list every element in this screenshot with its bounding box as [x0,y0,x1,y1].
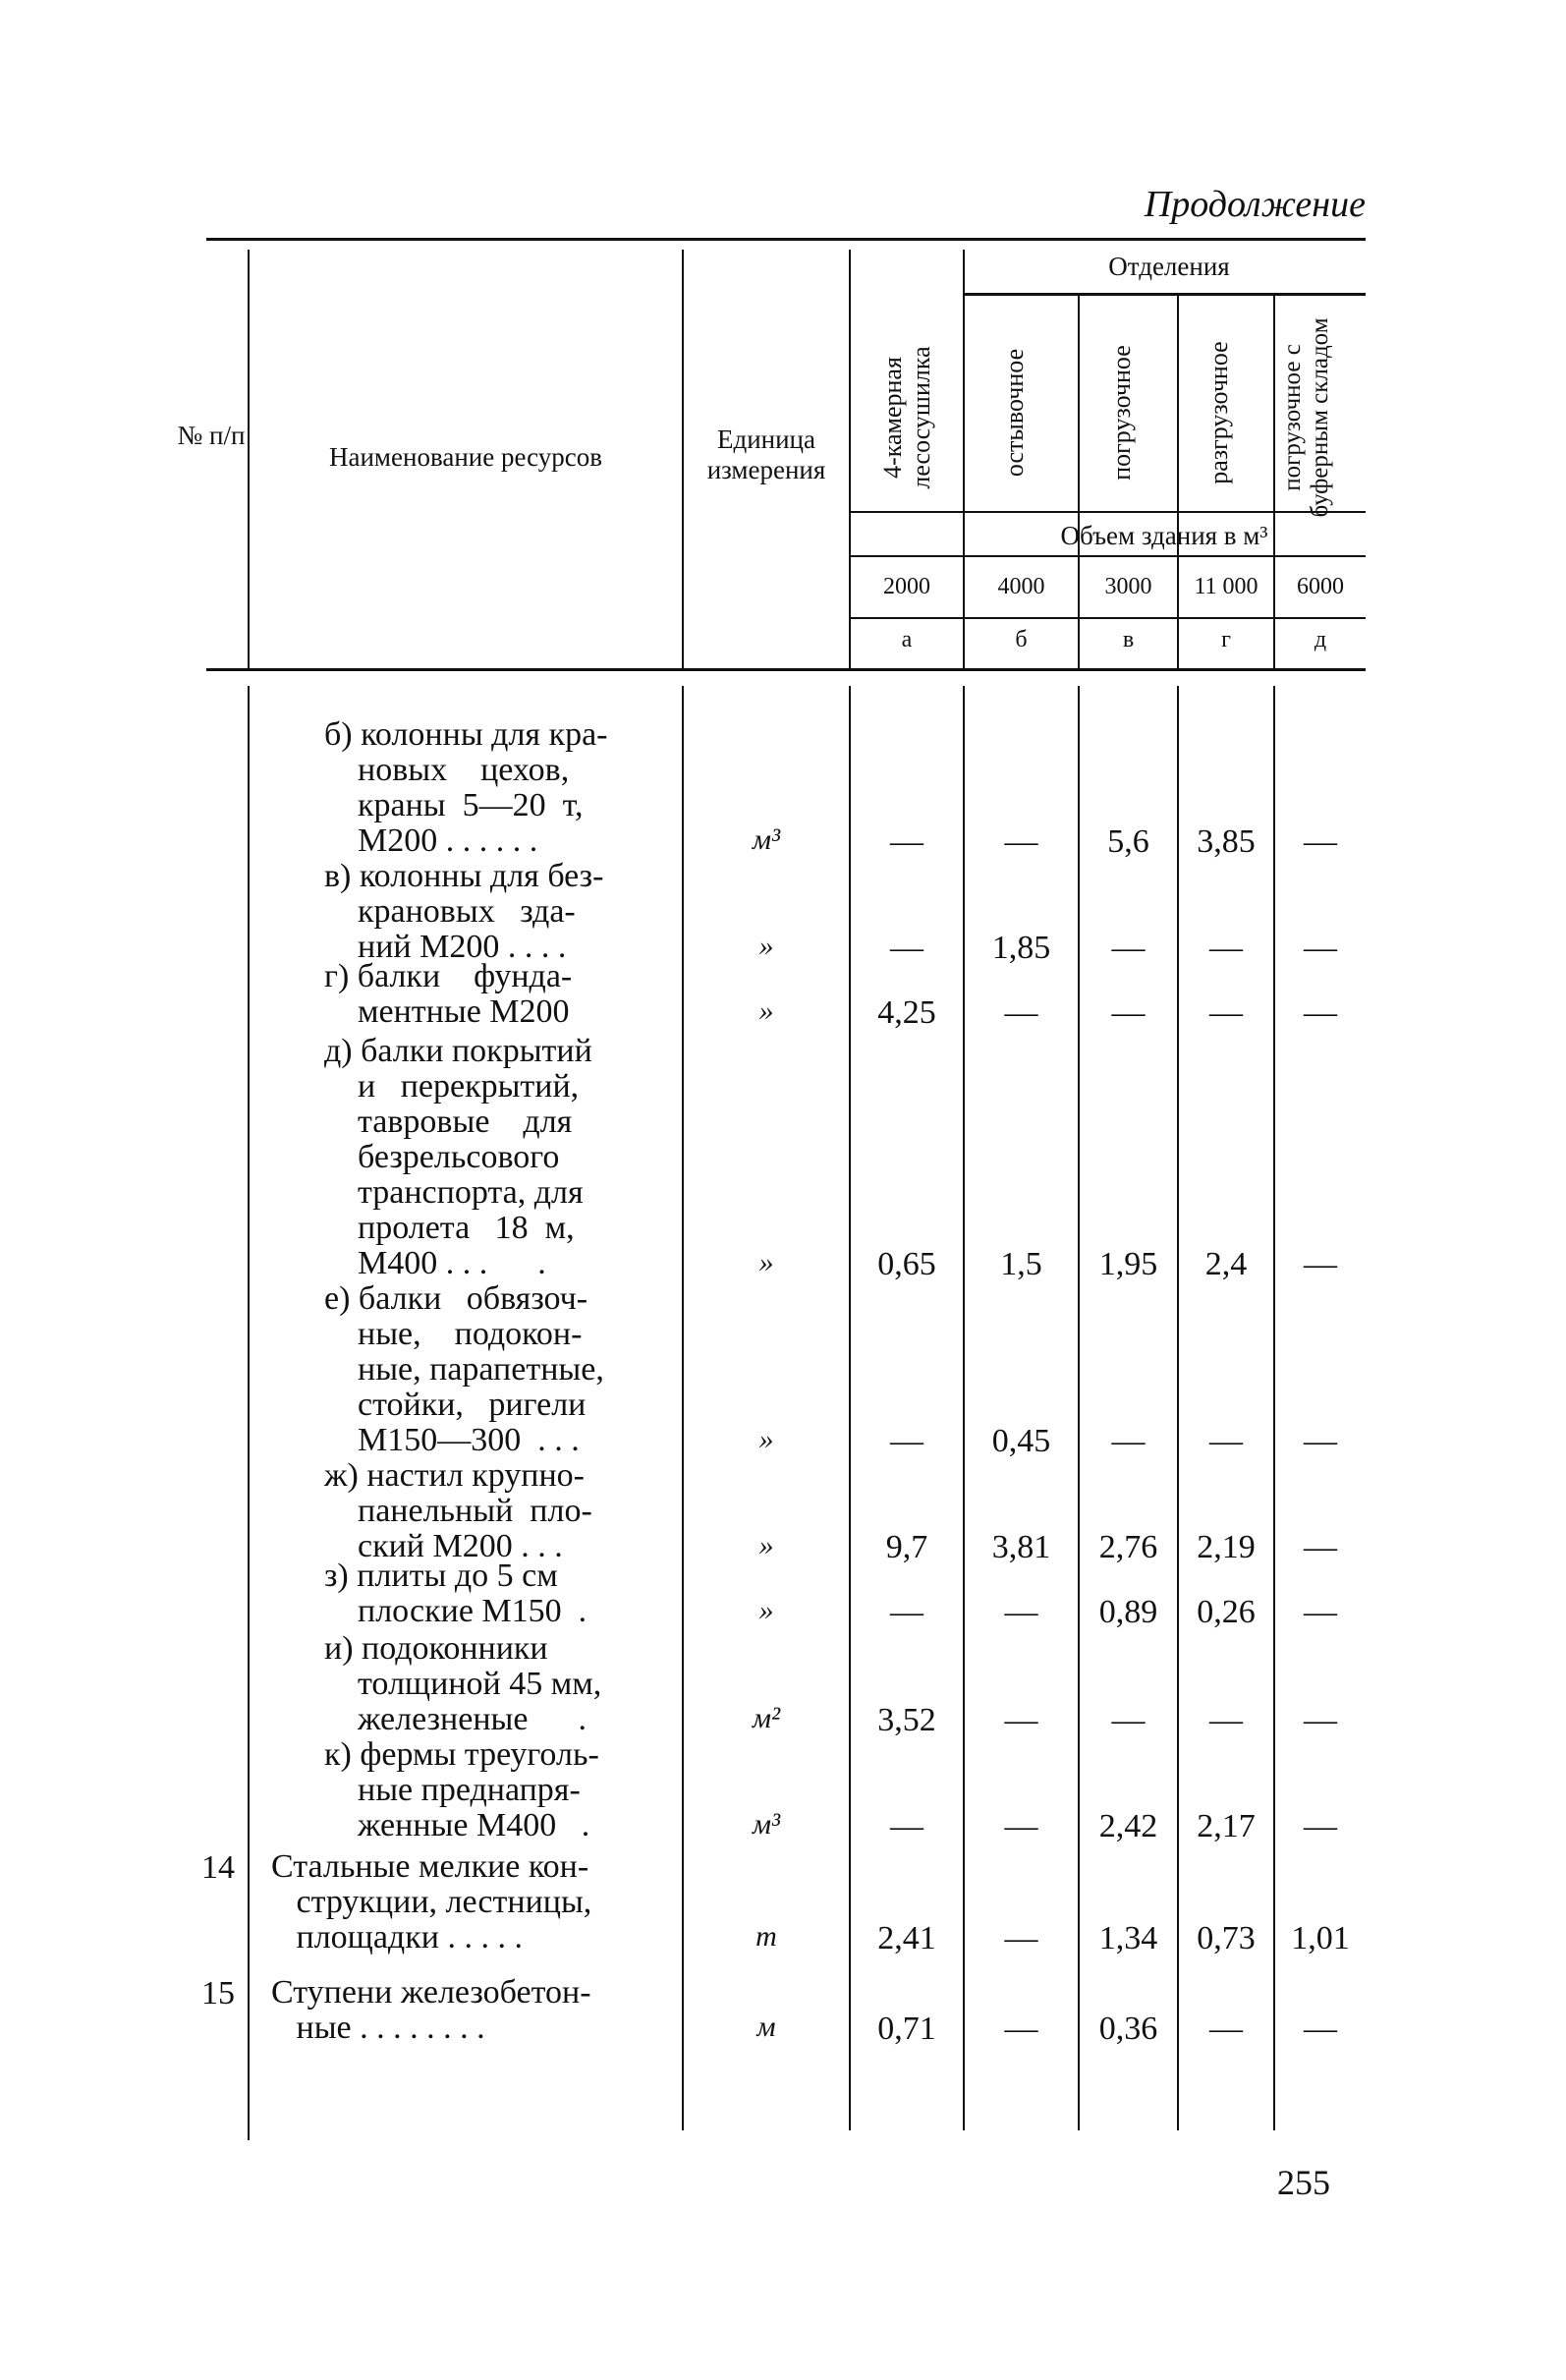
value-cell: — [1209,930,1243,966]
value-cell: — [1111,994,1146,1031]
value-cell: — [1304,823,1337,860]
continued-label: Продолжение [1144,184,1366,225]
value-cell: — [1304,1529,1337,1565]
value-cell: 1,95 [1098,1246,1158,1282]
value-cell: — [890,1423,923,1459]
letter-g: г [1221,627,1231,652]
letter-v: в [1122,627,1135,652]
value-cell: — [890,823,923,860]
value-cell: 2,17 [1197,1808,1256,1844]
value-cell: — [1209,994,1243,1031]
value-cell: 2,42 [1098,1808,1158,1844]
value-cell: — [1004,1920,1038,1956]
unit-cell: » [758,1529,774,1561]
value-cell: 3,52 [877,1702,936,1738]
value-cell: — [1304,2011,1337,2047]
body-vline-4 [963,686,965,2130]
value-cell: — [1304,1246,1337,1282]
value-cell: — [890,1808,923,1844]
value-cell: — [1111,1702,1146,1738]
body-vline-3 [849,686,851,2130]
value-cell: — [1209,1423,1243,1459]
resource-name: б) колонны для кра- новых цехов, краны 5—20 т, М200 . . . . . . [324,716,608,859]
unit-cell: » [758,1594,774,1626]
value-cell: 2,19 [1197,1529,1256,1565]
value-cell: 2,76 [1098,1529,1158,1565]
resource-name: к) фермы треуголь- ные преднапря- женные М400 . [324,1736,599,1843]
header-vline-6 [1177,295,1179,668]
unit-cell: » [758,994,774,1027]
value-cell: 0,73 [1197,1920,1256,1956]
value-cell: — [1004,1702,1038,1738]
unit-cell: м [756,2011,776,2043]
resource-name: г) балки фунда- ментные М200 [324,958,573,1030]
value-cell: 1,34 [1098,1920,1158,1956]
value-cell: 3,81 [991,1529,1051,1565]
value-cell: — [1004,994,1038,1031]
value-cell: 0,36 [1098,2011,1158,2047]
value-cell: 5,6 [1107,823,1149,860]
value-cell: 2,4 [1204,1246,1248,1282]
value-cell: — [1304,1423,1337,1459]
volume-a: 2000 [883,574,930,599]
header-vline-3 [849,250,851,668]
resource-name: е) балки обвязоч- ные, подокон- ные, парапетные, стойки, ригели М150—300 . . . [324,1280,604,1458]
header-vline-2 [682,250,684,668]
volume-rule-bottom [851,555,1366,557]
value-cell: 1,85 [991,930,1051,966]
value-cell: — [1304,994,1337,1031]
row-number: 14 [201,1849,235,1886]
header-vline-7 [1273,295,1275,668]
unit-cell: т [755,1920,777,1953]
header-unit: Единица измерения [706,425,826,485]
body-vline-6 [1177,686,1179,2130]
value-cell: 0,71 [877,2011,936,2047]
value-cell: — [1004,2011,1038,2047]
body-vline-5 [1078,686,1080,2130]
page-number: 255 [1277,2163,1330,2202]
value-cell: — [1111,1423,1146,1459]
value-cell: — [890,930,923,966]
header-dryer: 4-камерная лесосушилка [878,346,935,489]
value-cell: 0,45 [991,1423,1051,1459]
header-volume: Объем здания в м³ [1060,521,1268,550]
resource-name: з) плиты до 5 см плоские М150 . [324,1558,587,1629]
header-name: Наименование ресурсов [329,442,602,472]
table-top-rule [206,238,1366,241]
header-vline-1 [248,250,250,668]
row-number: 15 [201,1975,235,2012]
value-cell: — [1304,930,1337,966]
unit-cell: » [758,930,774,962]
value-cell: — [1004,1808,1038,1844]
departments-rule [963,293,1366,296]
value-cell: — [1004,1594,1038,1630]
resource-name: и) подоконники толщиной 45 мм, железненые . [324,1630,602,1737]
value-cell: 2,41 [877,1920,936,1956]
unit-cell: м² [752,1702,781,1734]
letter-b: б [1015,627,1028,652]
value-cell: — [1209,1702,1243,1738]
value-cell: 4,25 [877,994,936,1031]
header-num: № п/п [177,421,246,450]
resource-name: ж) настил крупно- панельный пло- ский М200 . . . [324,1457,592,1564]
header-dept-2: погрузочное [1107,345,1136,481]
value-cell: 0,26 [1197,1594,1256,1630]
value-cell: — [890,1594,923,1630]
unit-cell: м³ [752,1808,781,1841]
body-vline-2 [682,686,684,2130]
unit-cell: » [758,1246,774,1278]
value-cell: — [1304,1702,1337,1738]
value-cell: 0,65 [877,1246,936,1282]
value-cell: 1,5 [1000,1246,1042,1282]
volume-v: 3000 [1104,574,1152,599]
value-cell: 3,85 [1197,823,1256,860]
header-dept-1: остывочное [1000,348,1029,478]
header-vline-5 [1078,295,1080,668]
header-vline-4 [963,250,965,668]
value-cell: 1,01 [1291,1920,1350,1956]
header-bottom-rule [206,668,1366,671]
resource-name: в) колонны для без- крановых зда- ний М200 . . . . [324,858,604,965]
header-dept-4: погрузочное с буферным складом [1279,317,1333,518]
volume-g: 11 000 [1194,574,1258,599]
value-cell: — [1209,2011,1243,2047]
volume-d: 6000 [1297,574,1344,599]
unit-cell: м³ [752,823,781,856]
resource-name: Ступени железобетон- ные . . . . . . . . [271,1974,591,2046]
body-vline-1 [248,686,250,2140]
resource-name: д) балки покрытий и перекрытий, тавровые для безрельсового транспорта, для пролета 18 м, М400 . . . . [324,1033,592,1281]
header-departments: Отделения [1108,252,1230,281]
value-cell: — [1004,823,1038,860]
volume-b: 4000 [997,574,1045,599]
unit-cell: » [758,1423,774,1455]
header-dept-3: разгрузочное [1204,341,1233,484]
value-cell: 9,7 [885,1529,928,1565]
letter-a: а [901,627,913,652]
letters-rule [851,617,1366,619]
body-vline-7 [1273,686,1275,2130]
value-cell: 0,89 [1098,1594,1158,1630]
resource-name: Стальные мелкие кон- струкции, лестницы, площадки . . . . . [271,1848,592,1955]
letter-d: д [1314,627,1327,652]
value-cell: — [1304,1594,1337,1630]
value-cell: — [1304,1808,1337,1844]
value-cell: — [1111,930,1146,966]
